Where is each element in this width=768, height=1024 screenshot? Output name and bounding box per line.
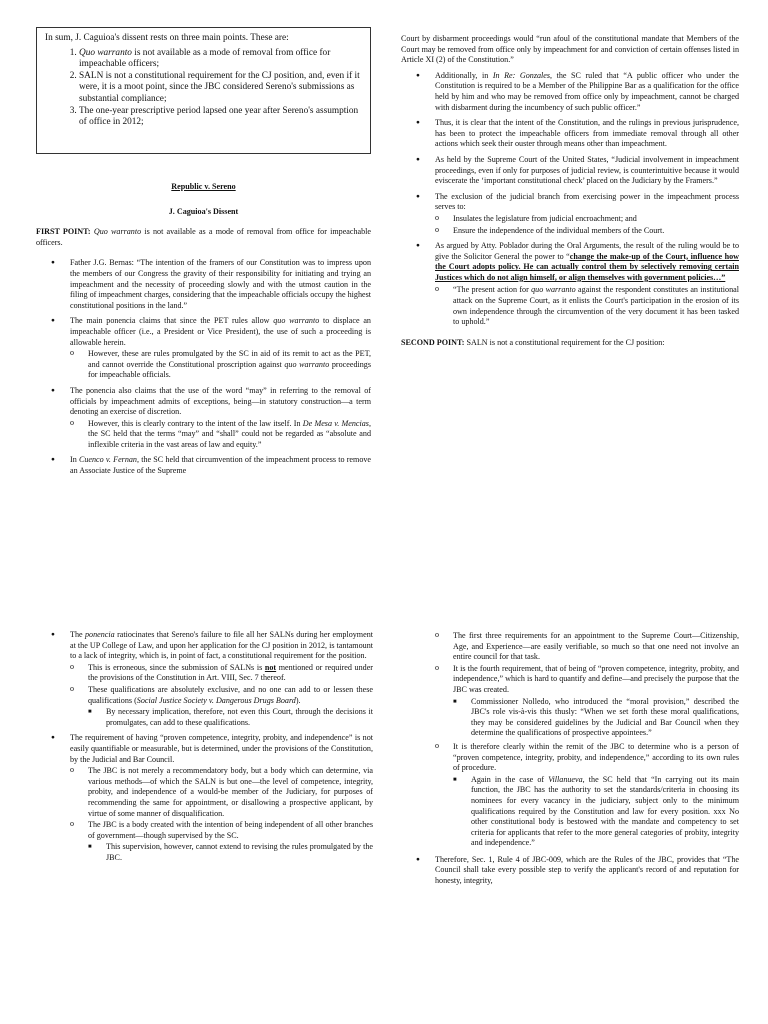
right-column-top xyxy=(401,34,739,348)
list-item: o “The present action for quo warranto against the respondent constitutes an institutional attack on the Supreme Court, as it enlists the Court's participation in the erosion of its own independence through the circumvention of the very document it has been tasked to uphold.” xyxy=(435,285,739,327)
summary-intro: In sum, J. Caguioa's dissent rests on three main points. These are: xyxy=(45,33,289,43)
list-item: ● As held by the Supreme Court of the United States, “Judicial involvement in impeachment proceedings, even if only for purposes of judicial review, is counterintuitive because it would eviscerate the ‘important constitutional check’ placed on the Judiciary by the Framers.” xyxy=(401,155,739,187)
left-column-top xyxy=(36,182,371,482)
list-item: o These qualifications are absolutely exclusive, and no one can add to or lessen these qualifications (Social Justice Society v. Dangerous Drugs Board). xyxy=(70,685,373,706)
second-point: SECOND POINT: SALN is not a constitutional requirement for the CJ position: xyxy=(401,337,665,347)
list-item: ● The ponencia also claims that the use of the word “may” in referring to the removal of officials by impeachment admits of exceptions, being—in statutory construction—a term denoting an exercise of discretion. xyxy=(36,386,371,418)
list-item: o However, these are rules promulgated by the SC in aid of its remit to act as the PET, and cannot override the Constitutional proscription against quo warranto proceedings for impeachable officials. xyxy=(70,349,371,381)
list-item: ● Thus, it is clear that the intent of the Constitution, and the rulings in previous jurisprudence, has been to protect the impeachable officers from immediate removal through all other actions which seek their ouster through means other than impeachment. xyxy=(401,118,739,150)
list-item: o This is erroneous, since the submission of SALNs is not mentioned or required under the provisions of the Constitution in Art. VIII, Sec. 7 thereof. xyxy=(70,663,373,684)
list-item: ● Additionally, in In Re: Gonzales, the SC ruled that “A public officer who under the Constitution is required to be a Member of the Philippine Bar as a qualification for the office held by him and who may be removed from office only by impeachment, cannot be charged with disbarment during the incumbency of such public officer.” xyxy=(401,71,739,113)
list-item: o It is the fourth requirement, that of being of “proven competence, integrity, probity, and independence,” which is hard to quantify and define—and precisely the purpose that the JBC was created. xyxy=(435,664,739,696)
first-point-list xyxy=(36,258,371,476)
list-item: ● In Cuenco v. Fernan, the SC held that circumvention of the impeachment process to remove an Associate Justice of the Supreme xyxy=(36,455,371,476)
list-item: ● As argued by Atty. Poblador during the Oral Arguments, the result of the ruling would be to give the Solicitor General the power to “change the make-up of the Court, influence how the Court adopts policy. He can actually control them by selectively removing certain Justices which do not align himself, or align themselves with government policies…” xyxy=(401,241,739,283)
list-item: o The JBC is not merely a recommendatory body, but a body which can determine, via various methods—of which the SALN is but one—the level of competence, integrity, probity, and independence of a would-be member of the Judiciary, for purposes of recommending the same for appointment, or disallowing a prospective applicant, by virtue of some manner of disqualification. xyxy=(70,766,373,819)
right-top-list xyxy=(401,71,739,328)
list-item: o The JBC is a body created with the intention of being independent of all other branches of government—though supervised by the SC. xyxy=(70,820,373,841)
list-item: ● The main ponencia claims that since the PET rules allow quo warranto to displace an impeachable officer (i.e., a President or Vice President), the use of such a proceeding is allowable herein. xyxy=(36,316,371,348)
summary-item-1: 1. Quo warranto is not available as a mode of removal from office for impeachable officers; xyxy=(79,48,362,71)
right-column-bottom xyxy=(401,630,739,892)
document-page-bottom xyxy=(0,615,768,1024)
list-item: ● The exclusion of the judicial branch from exercising power in the impeachment process serves to: xyxy=(401,192,739,213)
list-item: o Ensure the independence of the individual members of the Court. xyxy=(435,226,739,237)
summary-item-3: 3. The one-year prescriptive period lapsed one year after Sereno's assumption of office in 2012; xyxy=(79,106,362,129)
continuation-text: Court by disbarment proceedings would “run afoul of the constitutional mandate that Members of the Court may be removed from office only by impeachment for and conviction of certain offenses listed in Article XI (2) of the Constitution.” xyxy=(401,34,739,65)
list-item: ■ By necessary implication, therefore, not even this Court, through the decisions it promulgates, can add to these qualifications. xyxy=(88,707,373,728)
list-item: ■ Commissioner Nolledo, who introduced the “moral provision,” described the JBC's role vis-à-vis this thusly: “When we set forth these moral qualifications, they may be considered guidelines by the Judicial and Bar Council when they determine the qualifications of prospective appointees.” xyxy=(453,697,739,739)
list-item: o However, this is clearly contrary to the intent of the law itself. In De Mesa v. Mencias, the SC held that the terms “may” and “shall” could not be regarded as “absolute and inflexible criteria in the vast areas of law and equity.” xyxy=(70,419,371,451)
list-item: o It is therefore clearly within the remit of the JBC to determine who is a person of “proven competence, integrity, probity, and independence,” according to its own rules of procedure. xyxy=(435,742,739,774)
list-item: ● The ponencia ratiocinates that Sereno's failure to file all her SALNs during her employment at the UP College of Law, and upon her application for the CJ position in 2012, is tantamount to a lack of integrity, which is, in point of fact, a constitutional requirement for the position. xyxy=(36,630,373,662)
summary-box xyxy=(36,27,371,154)
left-column-bottom xyxy=(36,630,373,863)
list-item: ● Therefore, Sec. 1, Rule 4 of JBC-009, which are the Rules of the JBC, provides that “The Council shall take every possible step to verify the applicant's record of and reputation for honesty, integrity, xyxy=(401,855,739,887)
summary-list xyxy=(45,48,362,129)
list-item: o The first three requirements for an appointment to the Supreme Court—Citizenship, Age, and Experience—are easily verifiable, so much so that one need not involve an entire council for that task. xyxy=(435,631,739,663)
dissent-title: J. Caguioa's Dissent xyxy=(168,206,239,216)
list-item: ■ Again in the case of Villanueva, the SC held that “In carrying out its main function, the JBC has the authority to set the standards/criteria in choosing its nominees for every vacancy in the judiciary, subject only to the minimum qualifications required by the Constitution and law for every position. xxx No other constitutional body is bestowed with the mandate and competency to set criteria for applicants that refer to the more general categories of probity, integrity and independence.” xyxy=(453,775,739,849)
case-title: Republic v. Sereno xyxy=(171,182,236,191)
first-point: FIRST POINT: Quo warranto is not available as a mode of removal from office for impeachable officers. xyxy=(36,227,371,247)
second-point-list xyxy=(36,630,373,863)
summary-item-2: 2. SALN is not a constitutional requirement for the CJ position, and, even if it were, it is a moot point, since the JBC considered Sereno's submissions as substantial compliance; xyxy=(79,71,362,106)
list-item: o Insulates the legislature from judicial encroachment; and xyxy=(435,214,739,225)
list-item: ● The requirement of having “proven competence, integrity, probity, and independence” is not easily quantifiable or measurable, but is determined, under the provisions of the Constitution, by the Judicial and Bar Council. xyxy=(36,733,373,765)
list-item: ● Father J.G. Bernas: “The intention of the framers of our Constitution was to impress upon the members of our Congress the gravity of their responsibility for initiating and trying an impeachment and the necessity of proceeding slowly and with the utmost caution in the filing of impeachment charges, considering that the impeachable officials occupy the highest constitutional positions in the land.” xyxy=(36,258,371,311)
right-bottom-list xyxy=(401,631,739,887)
list-item: ■ This supervision, however, cannot extend to revising the rules promulgated by the JBC. xyxy=(88,842,373,863)
